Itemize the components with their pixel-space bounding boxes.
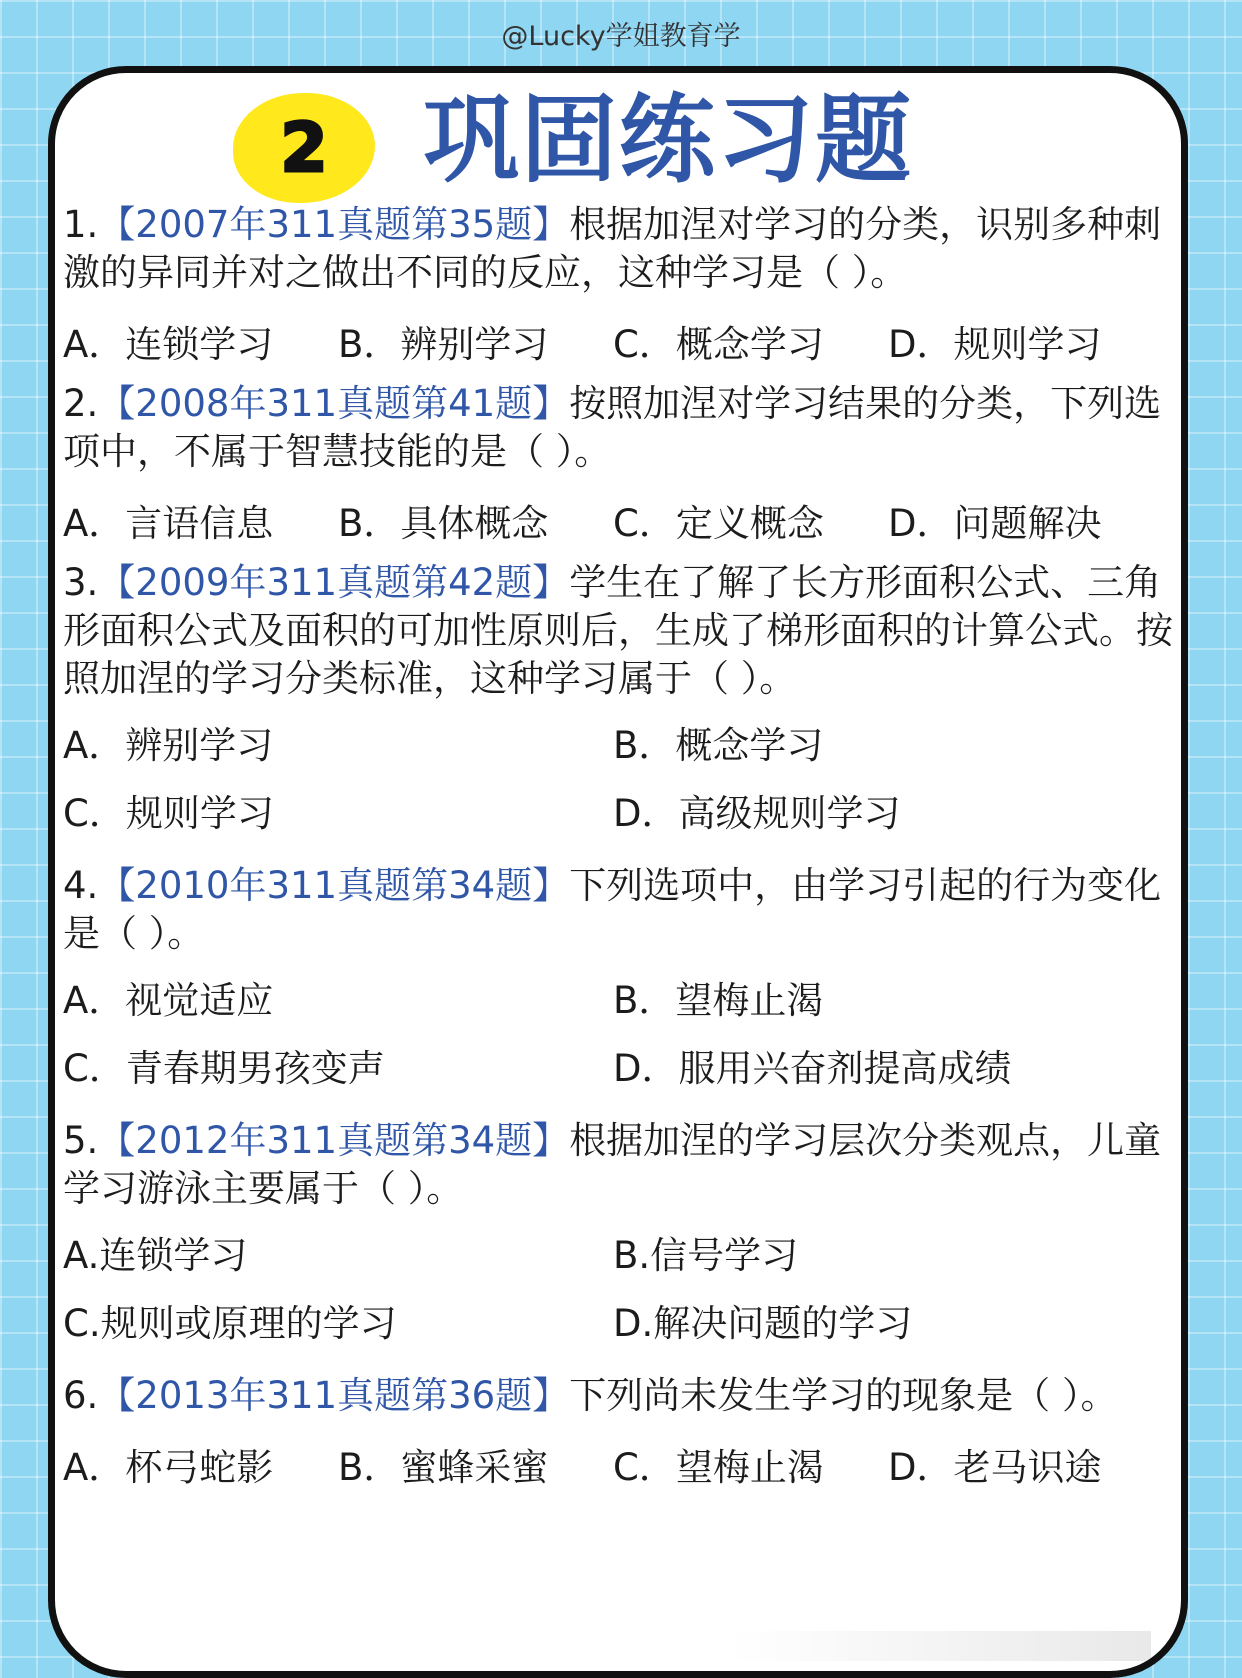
option-a: A．言语信息 xyxy=(63,502,274,545)
option-d: D．高级规则学习 xyxy=(613,792,901,835)
options xyxy=(63,493,1173,547)
option-d: D．规则学习 xyxy=(888,323,1102,366)
option-a: A．视觉适应 xyxy=(63,979,274,1022)
options xyxy=(63,1230,1173,1366)
watermark: @Lucky学姐教育学 xyxy=(501,21,741,52)
option-b: B．望梅止渴 xyxy=(613,979,824,1022)
option-b: B．概念学习 xyxy=(613,724,824,767)
option-a: A．杯弓蛇影 xyxy=(63,1446,274,1489)
option-c: C．望梅止渴 xyxy=(613,1446,824,1489)
option-a: A.连锁学习 xyxy=(63,1234,248,1277)
options xyxy=(63,314,1173,368)
question-2 xyxy=(63,380,1173,547)
question-6 xyxy=(63,1372,1173,1491)
options xyxy=(63,720,1173,856)
option-a: A．辨别学习 xyxy=(63,724,274,767)
option-d: D．问题解决 xyxy=(888,502,1102,545)
option-c: C．青春期男孩变声 xyxy=(63,1047,385,1090)
question-source: 【2010年311真题第34题】 xyxy=(98,864,570,907)
question-source: 【2009年311真题第42题】 xyxy=(98,561,570,604)
question-source: 【2012年311真题第34题】 xyxy=(98,1119,570,1162)
number-badge: 2 xyxy=(233,93,375,203)
option-b: B．辨别学习 xyxy=(338,323,549,366)
question-source: 【2013年311真题第36题】 xyxy=(98,1374,570,1417)
options xyxy=(63,975,1173,1111)
question-list xyxy=(63,201,1173,1503)
option-d: D．服用兴奋剂提高成绩 xyxy=(613,1047,1012,1090)
option-d: D．老马识途 xyxy=(888,1446,1102,1489)
question-4 xyxy=(63,862,1173,1111)
footer-shade xyxy=(731,1631,1151,1661)
question-text: 4.【2010年311真题第34题】下列选项中，由学习引起的行为变化是（ ）。 xyxy=(63,864,1162,955)
option-c: C.规则或原理的学习 xyxy=(63,1302,397,1345)
question-text: 2.【2008年311真题第41题】按照加涅对学习结果的分类，下列选项中，不属于智慧技能的是（ ）。 xyxy=(63,382,1162,473)
option-b: B.信号学习 xyxy=(613,1234,799,1277)
option-a: A．连锁学习 xyxy=(63,323,274,366)
option-b: B．具体概念 xyxy=(338,502,549,545)
question-text: 1.【2007年311真题第35题】根据加涅对学习的分类，识别多种刺激的异同并对之做出不同的反应，这种学习是（ ）。 xyxy=(63,203,1162,294)
option-d: D.解决问题的学习 xyxy=(613,1302,913,1345)
question-3 xyxy=(63,559,1173,856)
question-source: 【2007年311真题第35题】 xyxy=(98,203,570,246)
question-text: 6.【2013年311真题第36题】下列尚未发生学习的现象是（ ）。 xyxy=(63,1374,1118,1417)
option-b: B．蜜蜂采蜜 xyxy=(338,1446,549,1489)
question-source: 【2008年311真题第41题】 xyxy=(98,382,570,425)
question-5 xyxy=(63,1117,1173,1366)
option-c: C．概念学习 xyxy=(613,323,824,366)
exercise-card xyxy=(48,66,1188,1678)
option-c: C．规则学习 xyxy=(63,792,274,835)
question-text: 3.【2009年311真题第42题】学生在了解了长方形面积公式、三角形面积公式及面积的可加性原则后，生成了梯形面积的计算公式。按照加涅的学习分类标准，这种学习属于（ ）。 xyxy=(63,561,1173,700)
header xyxy=(55,73,1181,203)
question-1 xyxy=(63,201,1173,368)
option-c: C．定义概念 xyxy=(613,502,824,545)
options xyxy=(63,1437,1173,1491)
page-title: 巩固练习题 xyxy=(423,84,913,196)
question-text: 5.【2012年311真题第34题】根据加涅的学习层次分类观点，儿童学习游泳主要属于（ ）。 xyxy=(63,1119,1162,1210)
